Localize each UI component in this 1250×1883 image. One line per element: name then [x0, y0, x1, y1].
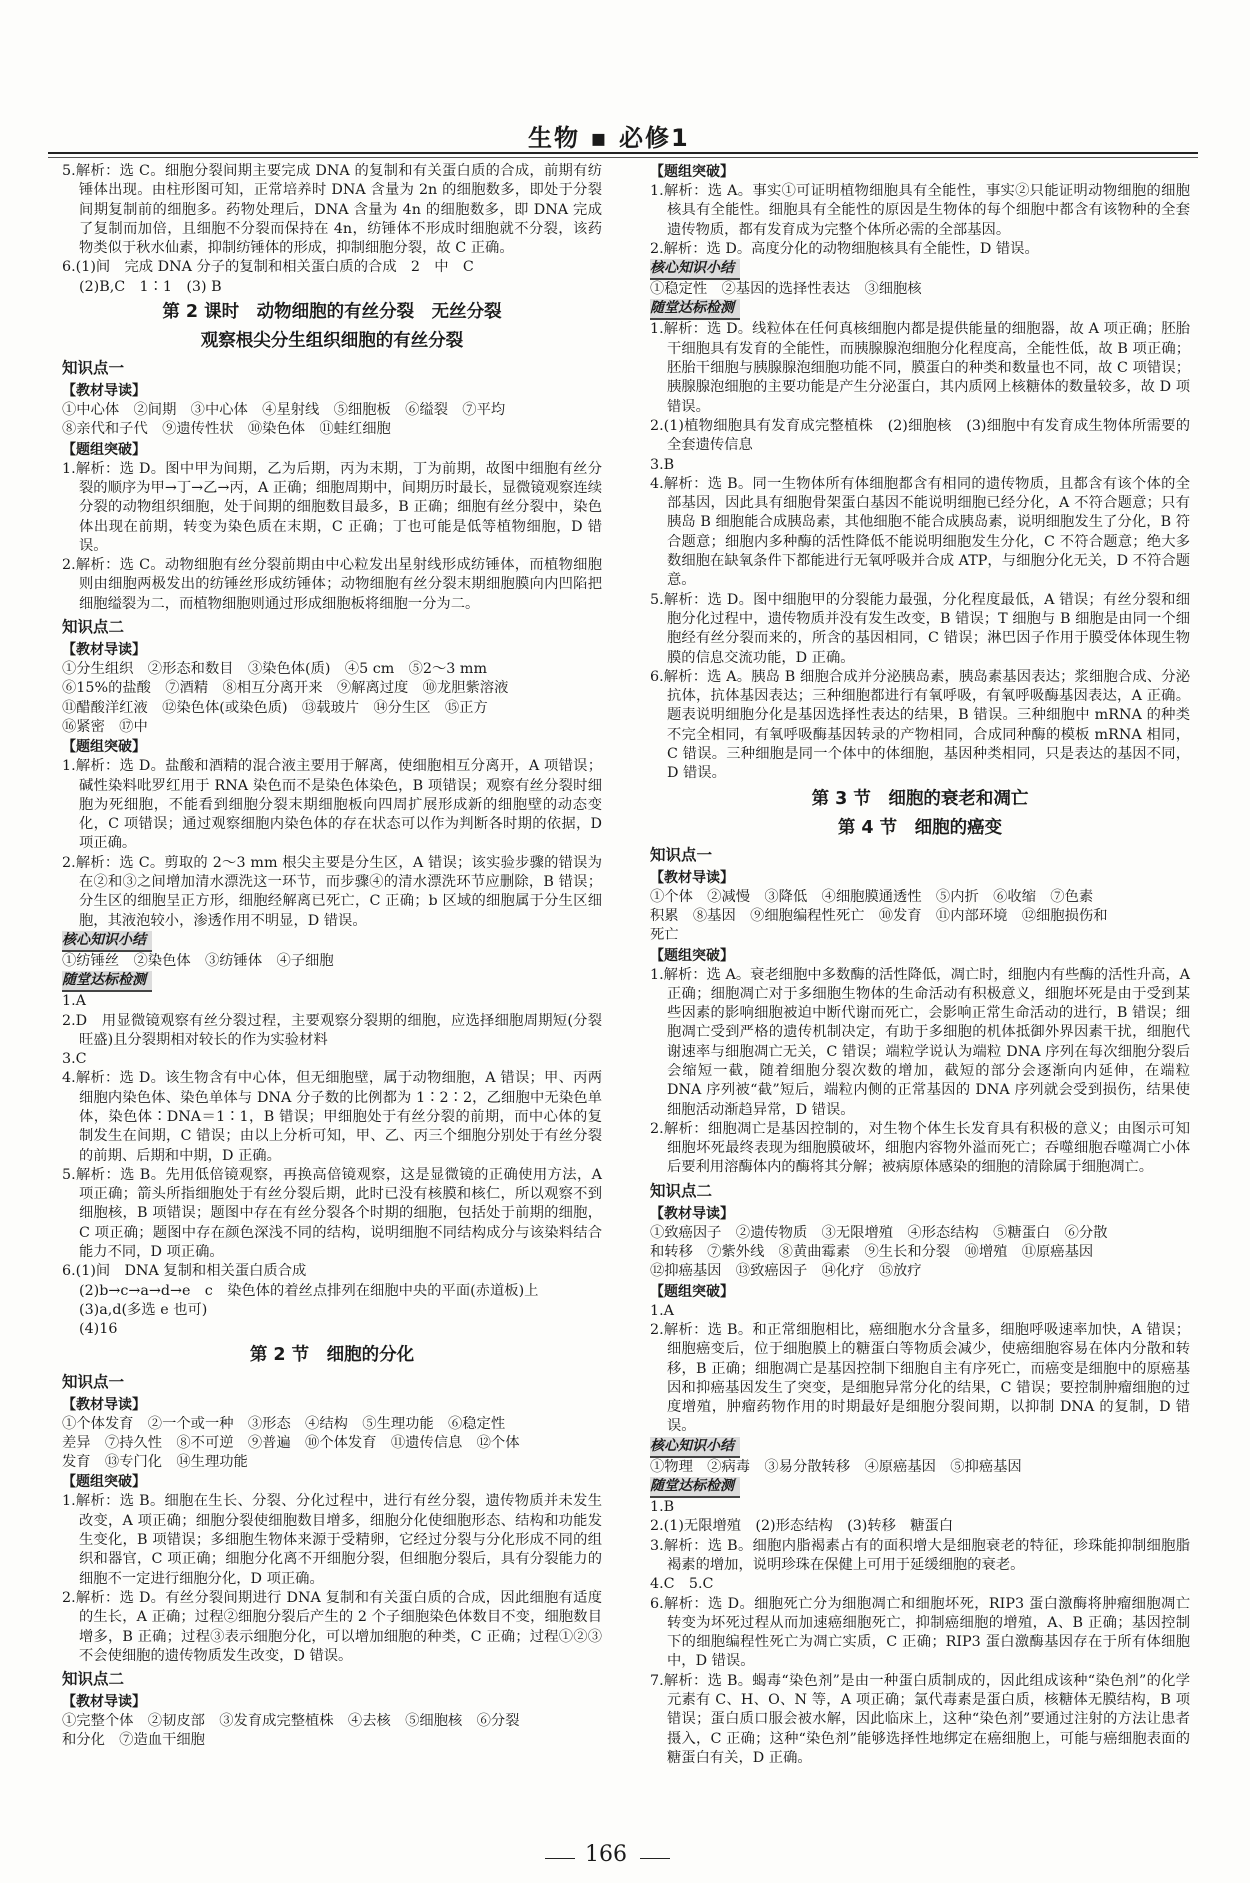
text-line: ⑥15%的盐酸 ⑦酒精 ⑧相互分离开来 ⑨解离过度 ⑩龙胆紫溶液	[62, 680, 509, 697]
answer-item: 1.解析：选 B。细胞在生长、分裂、分化过程中，进行有丝分裂，遗传物质并未发生改变，A 项正确；细胞分裂使细胞数目增多，细胞分化使细胞形态、结构和功能发生变化，B 项错误；多细胞生物体来源于受精卵，它经过分裂与分化形成不同的组织和器官，C 项正确；细胞分化离不开细胞分裂，但细胞分裂后，具有分裂能力的细胞不一定进行细胞分化，D 项正确。	[62, 1493, 602, 1587]
answer-item: 1.解析：选 A。事实①可证明植物细胞具有全能性，事实②只能证明动物细胞的细胞核具有全能性。细胞具有全能性的原因是生物体的每个细胞中都含有该物种的全套遗传物质，都有发育成为完整个体所必需的全部基因。	[650, 183, 1190, 238]
left-column	[62, 162, 602, 1751]
page-header	[0, 0, 1250, 160]
text-line: 1.B	[650, 1499, 675, 1516]
answer-item: 6.(1)间 完成 DNA 分子的复制和相关蛋白质的合成 2 中 C	[62, 259, 474, 276]
answer-item: 2.解析：细胞凋亡是基因控制的，对生物个体生长发育具有积极的意义；由图示可知细胞坏死最终表现为细胞膜破坏，细胞内容物外溢而死亡；吞噬细胞吞噬凋亡小体后要利用溶酶体内的酶将其分解；被病原体感染的细胞的清除属于细胞凋亡。	[650, 1120, 1190, 1176]
section-heading: 第 4 节 细胞的癌变	[837, 817, 1003, 838]
text-line: 差异 ⑦持久性 ⑧不可逆 ⑨普遍 ⑩个体发育 ⑪遗传信息 ⑫个体	[62, 1434, 520, 1451]
header-rule	[48, 152, 1198, 154]
text-line: 积累 ⑧基因 ⑨细胞编程性死亡 ⑩发育 ⑪内部环境 ⑫细胞损伤和	[650, 907, 1108, 924]
answer-item: 4.解析：选 D。该生物含有中心体，但无细胞壁，属于动物细胞，A 错误；甲、丙两细胞内染色体、染色单体与 DNA 分子数的比例都为 1∶2∶2，乙细胞中无染色单体，染色体∶DNA＝1∶1，B 错误；甲细胞处于有丝分裂的前期，而中心体的复制发生在间期，C 错误；由以上分析可知，甲、乙、丙三个细胞分别处于有丝分裂的前期、后期和中期，D 正确。	[62, 1070, 602, 1164]
bracket-label: 【教材导读】	[62, 383, 146, 400]
bracket-label: 【教材导读】	[62, 642, 146, 659]
highlight-section-label: 随堂达标检测	[650, 1477, 740, 1498]
answer-subline: (4)16	[79, 1321, 118, 1338]
answer-item: 6.(1)间 DNA 复制和相关蛋白质合成	[62, 1263, 307, 1280]
page-number-dash-right	[640, 1858, 670, 1859]
text-line: 1.A	[650, 1302, 674, 1319]
bracket-label: 【题组突破】	[62, 1474, 146, 1491]
bracket-label: 【题组突破】	[650, 947, 734, 964]
highlight-section-label: 核心知识小结	[62, 931, 152, 952]
answer-item: 5.解析：选 D。图中细胞甲的分裂能力最强，分化程度最低，A 错误；有丝分裂和细胞分化过程中，遗传物质并没有发生改变，B 错误；T 细胞与 B 细胞是由同一个细胞经有丝分裂而来的，所含的基因相同，C 错误；淋巴因子作用于膜受体体现生物膜的信息交流功能，D 正确。	[650, 591, 1190, 666]
text-line: ①纺锤丝 ②染色体 ③纺锤体 ④子细胞	[62, 952, 334, 969]
text-line: ①分生组织 ②形态和数目 ③染色体(质) ④5 cm ⑤2～3 mm	[62, 661, 488, 678]
knowledge-point-heading: 知识点一	[650, 845, 713, 864]
answer-item: 2.解析：选 D。有丝分裂间期进行 DNA 复制和有关蛋白质的合成，因此细胞有适度的生长，A 正确；过程②细胞分裂后产生的 2 个子细胞染色体数目不变，细胞数目增多，B 正确；过程③表示细胞分化，可以增加细胞的种类，C 正确；过程①②③不会使细胞的遗传物质发生改变，D 错误。	[62, 1589, 602, 1664]
answer-item: 7.解析：选 B。蝎毒“染色剂”是由一种蛋白质制成的，因此组成该种“染色剂”的化学元素有 C、H、O、N 等，A 项正确；氯代毒素是蛋白质，核糖体无膜结构，B 项错误；蛋白质口服会被水解，因此临床上，这种“染色剂”要通过注射的方法让患者摄入，C 正确；这种“染色剂”能够选择性地绑定在癌细胞上，可能与癌细胞表面的糖蛋白有关，D 正确。	[650, 1672, 1190, 1766]
bracket-label: 【教材导读】	[650, 1205, 734, 1222]
highlight-section-label: 核心知识小结	[650, 1437, 740, 1458]
bracket-label: 【题组突破】	[62, 739, 146, 756]
running-title: 生物 ▪ 必修1	[528, 124, 690, 152]
section-label-wrap	[62, 971, 602, 992]
answer-item: 1.解析：选 A。衰老细胞中多数酶的活性降低，凋亡时，细胞内有些酶的活性升高，A 正确；细胞凋亡对于多细胞生物体的生命活动有积极意义，细胞坏死是由于受到某些因素的影响细胞被迫中断代谢而死亡，会影响正常生命活动的进行，B 错误；细胞凋亡受到严格的遗传机制决定，有助于多细胞的机体抵御外界因素干扰，细胞代谢速率与细胞凋亡无关，C 错误；端粒学说认为端粒 DNA 序列在每次细胞分裂后会缩短一截，随着细胞分裂次数的增加，截短的部分会逐渐向内延伸，在端粒 DNA 序列被“截”短后，端粒内侧的正常基因的 DNA 序列就会受到损伤，结果使细胞活动渐趋异常，D 错误。	[650, 966, 1190, 1118]
answer-item: 2.解析：选 D。高度分化的动物细胞核具有全能性，D 错误。	[650, 240, 1039, 257]
text-line: ①个体 ②减慢 ③降低 ④细胞膜通透性 ⑤内折 ⑥收缩 ⑦色素	[650, 888, 1094, 905]
section-label-wrap	[62, 931, 602, 952]
right-column	[650, 162, 1190, 1768]
text-line: ①物理 ②病毒 ③易分散转移 ④原癌基因 ⑤抑癌基因	[650, 1458, 1022, 1475]
bracket-label: 【教材导读】	[62, 1694, 146, 1711]
text-line: 和转移 ⑦紫外线 ⑧黄曲霉素 ⑨生长和分裂 ⑩增殖 ⑪原癌基因	[650, 1244, 1094, 1261]
answer-subline: (2)b→c→a→d→e c 染色体的着丝点排列在细胞中央的平面(赤道板)上	[79, 1282, 539, 1299]
section-heading: 第 3 节 细胞的衰老和凋亡	[811, 788, 1029, 809]
answer-item: 2.解析：选 B。和正常细胞相比，癌细胞水分含量多，细胞呼吸速率加快，A 错误；细胞癌变后，位于细胞膜上的糖蛋白等物质会减少，使癌细胞容易在体内分散和转移，B 正确；细胞凋亡是基因控制下细胞自主有序死亡，而癌变是细胞中的原癌基因和抑癌基因发生了突变，是细胞异常分化的结果，C 错误；要控制肿瘤细胞的过度增殖，肿瘤药物作用的时期最好是细胞分裂间期，以抑制 DNA 的复制，D 错误。	[650, 1321, 1190, 1435]
answer-item: 2.(1)植物细胞具有发育成完整植株 (2)细胞核 (3)细胞中有发育成生物体所需要的全套遗传信息	[650, 417, 1190, 454]
bracket-label: 【教材导读】	[62, 1396, 146, 1413]
text-line: 和分化 ⑦造血干细胞	[62, 1732, 205, 1749]
highlight-section-label: 核心知识小结	[650, 259, 740, 280]
section-heading: 第 2 节 细胞的分化	[249, 1344, 415, 1365]
bracket-label: 【题组突破】	[650, 1283, 734, 1300]
text-line: 3.B	[650, 456, 675, 473]
page-number: 166	[585, 1842, 627, 1867]
section-label-wrap	[650, 259, 1190, 280]
text-line: ①稳定性 ②基因的选择性表达 ③细胞核	[650, 281, 922, 298]
text-line: 发育 ⑬专门化 ⑭生理功能	[62, 1454, 248, 1471]
knowledge-point-heading: 知识点一	[62, 359, 125, 378]
answer-item: 2.解析：选 C。动物细胞有丝分裂前期由中心粒发出星射线形成纺锤体，而植物细胞则由细胞两极发出的纺锤丝形成纺锤体；动物细胞有丝分裂末期细胞膜向内凹陷把细胞缢裂为二，而植物细胞则通过形成细胞板将细胞一分为二。	[62, 557, 602, 612]
text-line: 1.A	[62, 993, 86, 1010]
text-line: ⑧亲代和子代 ⑨遗传性状 ⑩染色体 ⑪蛙红细胞	[62, 421, 391, 438]
text-line: ①中心体 ②间期 ③中心体 ④星射线 ⑤细胞板 ⑥缢裂 ⑦平均	[62, 402, 506, 419]
text-line: ①个体发育 ②一个或一种 ③形态 ④结构 ⑤生理功能 ⑥稳定性	[62, 1415, 506, 1432]
answer-item: 2.解析：选 C。剪取的 2～3 mm 根尖主要是分生区，A 错误；该实验步骤的错误为在②和③之间增加清水漂洗这一环节，而步骤④的清水漂洗环节应删除，B 错误；分生区的细胞呈正方形，细胞经解离已死亡，C 正确；b 区域的细胞属于分生区细胞，其液泡较小，渗透作用不明显，D 错误。	[62, 854, 602, 929]
section-heading: 观察根尖分生组织细胞的有丝分裂	[200, 331, 464, 352]
bracket-label: 【题组突破】	[650, 164, 734, 180]
answer-item: 6.解析：选 A。胰岛 B 细胞合成并分泌胰岛素，胰岛素基因表达；浆细胞合成、分泌抗体，抗体基因表达；三种细胞都进行有氧呼吸，有氧呼吸酶基因表达，A 正确。题表说明细胞分化是基因选择性表达的结果，B 错误。三种细胞中 mRNA 的种类不完全相同，有氧呼吸酶基因转录的产物相同，合成同种酶的模板 mRNA 相同，C 错误。三种细胞是同一个体中的体细胞，基因种类相同，只是表达的基因不同，D 错误。	[650, 668, 1190, 782]
answer-item: 1.解析：选 D。盐酸和酒精的混合液主要用于解离，使细胞相互分离开，A 项错误；碱性染料吡罗红用于 RNA 染色而不是染色体染色，B 项错误；观察有丝分裂时细胞为死细胞，不能看到细胞分裂末期细胞板向四周扩展形成新的细胞壁的动态变化，C 项错误；通过观察细胞内染色体的存在状态可以作为判断各时期的依据，D 项正确。	[62, 758, 602, 852]
answer-item: 3.解析：选 B。细胞内脂褐素占有的面积增大是细胞衰老的特征，珍珠能抑制细胞脂褐素的增加，说明珍珠在保健上可用于延缓细胞的衰老。	[650, 1537, 1190, 1573]
text-line: ⑯紧密 ⑰中	[62, 718, 148, 735]
knowledge-point-heading: 知识点二	[62, 618, 125, 637]
answer-item: 5.解析：选 C。细胞分裂间期主要完成 DNA 的复制和有关蛋白质的合成，前期有纺锤体出现。由柱形图可知，正常培养时 DNA 含量为 2n 的细胞数多，即处于分裂间期复制前的细胞多。药物处理后，DNA 含量为 4n 的细胞数多，即 DNA 完成了复制而加倍，且细胞不分裂而保持在 4n，纺锤体不形成时细胞就不分裂，该药物类似于秋水仙素，抑制纺锤体的形成，抑制细胞分裂，故 C 正确。	[62, 163, 602, 257]
text-line: ⑫抑癌基因 ⑬致癌因子 ⑭化疗 ⑮放疗	[650, 1263, 922, 1280]
answer-subline: (3)a,d(多选 e 也可)	[79, 1301, 208, 1318]
section-heading: 第 2 课时 动物细胞的有丝分裂 无丝分裂	[162, 302, 502, 323]
answer-item: 1.解析：选 D。线粒体在任何真核细胞内都是提供能量的细胞器，故 A 项正确；胚胎干细胞具有发育的全能性，而胰腺腺泡细胞分化程度高，全能性低，故 B 项正确；胚胎干细胞与胰腺腺泡细胞功能不同，膜蛋白的种类和数量也不同，故 C 项错误；胰腺腺泡细胞的主要功能是产生分泌蛋白，其内质网上核糖体的数量较多，故 D 项错误。	[650, 321, 1190, 415]
answer-item: 6.解析：选 D。细胞死亡分为细胞凋亡和细胞坏死，RIP3 蛋白激酶将肿瘤细胞凋亡转变为坏死过程从而加速癌细胞死亡，抑制癌细胞的增殖，A、B 正确；基因控制下的细胞编程性死亡为凋亡实质，C 正确；RIP3 蛋白激酶基因存在于所有体细胞中，D 错误。	[650, 1595, 1190, 1670]
knowledge-point-heading: 知识点一	[62, 1372, 125, 1391]
section-label-wrap	[650, 1437, 1190, 1458]
answer-item: 2.D 用显微镜观察有丝分裂过程，主要观察分裂期的细胞，应选择细胞周期短(分裂旺盛)且分裂期相对较长的作为实验材料	[62, 1012, 602, 1048]
bracket-label: 【教材导读】	[650, 869, 734, 886]
answer-item: 4.解析：选 B。同一生物体所有体细胞都含有相同的遗传物质，且都含有该个体的全部基因，因此具有细胞骨架蛋白基因不能说明细胞已经分化，A 不符合题意；只有胰岛 B 细胞能合成胰岛素，其他细胞不能合成胰岛素，说明细胞发生了分化，B 符合题意；细胞内多种酶的活性降低不能说明细胞发生分化，C 不符合题意；绝大多数细胞在缺氧条件下都能进行无氧呼吸并合成 ATP，与细胞分化无关，D 不符合题意。	[650, 475, 1190, 589]
bracket-label: 【题组突破】	[62, 441, 146, 458]
text-line: 2.(1)无限增殖 (2)形态结构 (3)转移 糖蛋白	[650, 1518, 954, 1535]
page-number-dash-left	[545, 1858, 575, 1859]
header-rule-thin	[48, 157, 1198, 158]
section-label-wrap	[650, 1477, 1190, 1498]
text-line: ⑪醋酸洋红液 ⑫染色体(或染色质) ⑬载玻片 ⑭分生区 ⑮正方	[62, 699, 488, 716]
text-line: ①致癌因子 ②遗传物质 ③无限增殖 ④形态结构 ⑤糖蛋白 ⑥分散	[650, 1224, 1108, 1241]
text-line: ①完整个体 ②韧皮部 ③发育成完整植株 ④去核 ⑤细胞核 ⑥分裂	[62, 1713, 520, 1730]
answer-subline: (2)B,C 1∶1 (3) B	[79, 278, 222, 295]
text-line: 4.C 5.C	[650, 1576, 714, 1593]
knowledge-point-heading: 知识点二	[62, 1670, 125, 1689]
highlight-section-label: 随堂达标检测	[62, 971, 152, 992]
highlight-section-label: 随堂达标检测	[650, 299, 740, 320]
answer-item: 5.解析：选 B。先用低倍镜观察，再换高倍镜观察，这是显微镜的正确使用方法，A 项正确；箭头所指细胞处于有丝分裂后期，此时已没有核膜和核仁，所以观察不到细胞核，B 项错误；题图中存在有丝分裂各个时期的细胞，包括处于前期的细胞，C 项正确；题图中存在颜色深浅不同的结构，说明细胞不同结构成分与该染料结合能力不同，D 项正确。	[62, 1166, 602, 1261]
text-line: 死亡	[650, 927, 679, 944]
text-line: 3.C	[62, 1051, 87, 1068]
knowledge-point-heading: 知识点二	[650, 1181, 713, 1200]
section-label-wrap	[650, 299, 1190, 320]
answer-item: 1.解析：选 D。图中甲为间期，乙为后期，丙为末期，丁为前期，故图中细胞有丝分裂的顺序为甲→丁→乙→丙，A 正确；细胞周期中，间期历时最长，显微镜观察连续分裂的动物组织细胞，处于间期的细胞数目最多，B 正确；细胞有丝分裂中，染色体出现在前期，转变为染色质在末期，C 正确；丁也可能是低等植物细胞，D 错误。	[62, 460, 602, 554]
